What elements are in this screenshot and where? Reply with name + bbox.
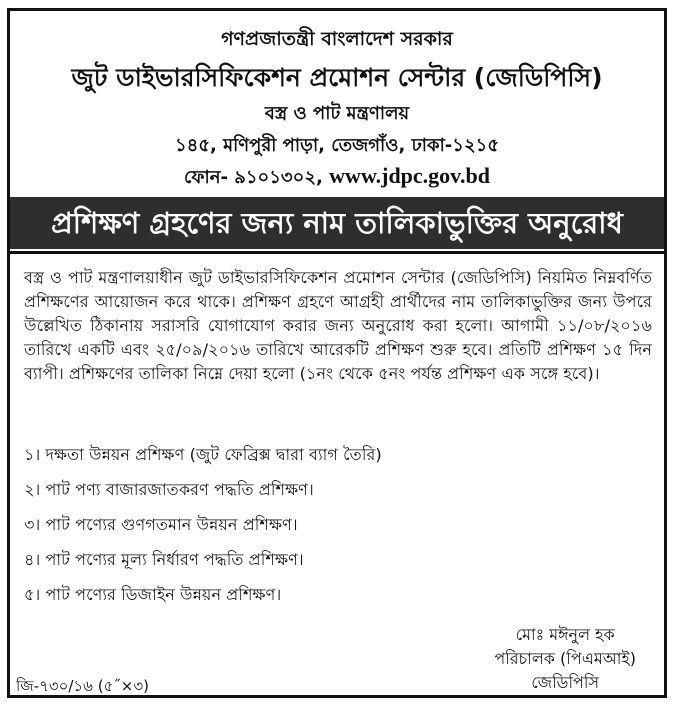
signature-block bbox=[494, 623, 636, 695]
training-list bbox=[24, 443, 382, 618]
training-item: ৫। পাট পণ্যের ডিজাইন উন্নয়ন প্রশিক্ষণ। bbox=[24, 585, 282, 604]
banner-divider bbox=[10, 251, 664, 254]
notice-frame bbox=[7, 8, 667, 698]
training-item: ২। পাট পণ্য বাজারজাতকরণ পদ্ধতি প্রশিক্ষণ। bbox=[24, 480, 314, 499]
phone-number: ফোন- ৯১০১৩০২, bbox=[184, 167, 323, 188]
training-item: ৩। পাট পণ্যের গুণগতমান উন্নয়ন প্রশিক্ষণ। bbox=[24, 515, 298, 534]
government-title: গণপ্রজাতন্ত্রী বাংলাদেশ সরকার bbox=[221, 28, 453, 50]
notice-banner: প্রশিক্ষণ গ্রহণের জন্য নাম তালিকাভুক্তির অনুরোধ bbox=[10, 197, 664, 249]
reference-code: জি-৭৩০/১৬ (৫˝×৩) bbox=[16, 677, 149, 695]
website-link[interactable]: www.jdpc.gov.bd bbox=[329, 163, 490, 188]
address: ১৪৫, মণিপুরী পাড়া, তেজগাঁও, ঢাকা-১২১৫ bbox=[174, 135, 500, 156]
organization-name: জুট ডাইভারসিফিকেশন প্রমোশন সেন্টার (জেডিপিসি) bbox=[71, 63, 603, 92]
ministry-name: বস্ত্র ও পাট মন্ত্রণালয় bbox=[264, 103, 410, 124]
training-item: ১। দক্ষতা উন্নয়ন প্রশিক্ষণ (জুট ফেব্রিক্স দ্বারা ব্যাগ তৈরি) bbox=[24, 445, 382, 464]
notice-paragraph: বস্ত্র ও পাট মন্ত্রণালয়াধীন জুট ডাইভারসিফিকেশন প্রমোশন সেন্টার (জেডিপিসি) নিয়মিত নিম্নবর্ণিত প্রশিক্ষণের আয়োজন করে থাকে। প্রশিক্ষণ গ্রহণে আগ্রহী প্রার্থীদের নাম তালিকাভুক্তির জন্য উপরে উল্লেখিত ঠিকানায় সরাসরি যোগাযোগ করার জন্য অনুরোধ করা হলো। আগামী ১১/০৮/২০১৬ তারিখে একটি এবং ২৫/০৯/২০১৬ তারিখে আরেকটি প্রশিক্ষণ শুরু হবে। প্রতিটি প্রশিক্ষণ ১৫ দিন ব্যাপী। প্রশিক্ষণের তালিকা নিম্নে দেয়া হলো (১নং থেকে ৫নং পর্যন্ত প্রশিক্ষণ এক সঙ্গে হবে)। bbox=[24, 268, 652, 383]
contact-line bbox=[10, 163, 664, 194]
signatory-designation: পরিচালক (পিএমআই) bbox=[494, 649, 636, 668]
signatory-office: জেডিপিসি bbox=[531, 673, 600, 692]
signatory-name: মোঃ মঈনুল হক bbox=[515, 625, 615, 644]
training-item: ৪। পাট পণ্যের মূল্য নির্ধারণ পদ্ধতি প্রশিক্ষণ। bbox=[24, 550, 304, 569]
